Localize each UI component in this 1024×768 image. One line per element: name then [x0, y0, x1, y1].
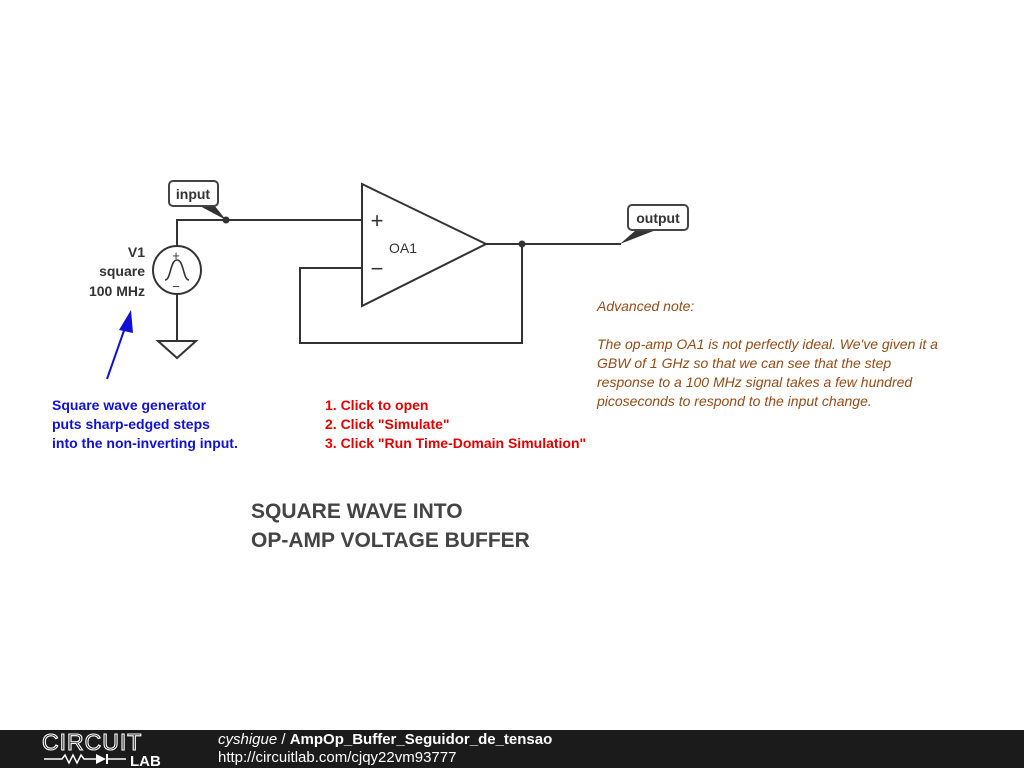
- advanced-note-line: response to a 100 MHz signal takes a few hundred: [597, 374, 913, 390]
- logo-text-lab: LAB: [130, 753, 161, 768]
- input-net-label: input: [175, 186, 211, 202]
- advanced-note: [597, 297, 1007, 411]
- author-link[interactable]: cyshigue: [218, 731, 278, 748]
- opamp-minus-sign: −: [370, 256, 384, 281]
- footer-project-line: [218, 731, 552, 749]
- instructions: [325, 396, 586, 453]
- footer-separator: /: [277, 731, 290, 748]
- source-minus-sign: −: [172, 279, 180, 294]
- instruction-step: 1. Click to open: [325, 397, 429, 413]
- advanced-note-line: picoseconds to respond to the input change.: [597, 393, 872, 409]
- logo-text-circuit: CIRCUIT: [42, 730, 143, 755]
- circuitlab-logo[interactable]: [38, 730, 178, 768]
- source-plus-sign: +: [172, 248, 180, 263]
- advanced-note-line: The op-amp OA1 is not perfectly ideal. We've given it a: [597, 336, 938, 352]
- advanced-note-line: GBW of 1 GHz so that we can see that the step: [597, 355, 892, 371]
- input-label-pointer: [198, 205, 226, 220]
- source-frequency: 100 MHz: [88, 283, 145, 299]
- opamp-triangle[interactable]: [362, 184, 486, 306]
- source-type: square: [99, 263, 145, 279]
- instruction-step: 2. Click "Simulate": [325, 416, 450, 432]
- instruction-step: 3. Click "Run Time-Domain Simulation": [325, 435, 587, 451]
- circuit-title-line2: OP-AMP VOLTAGE BUFFER: [251, 529, 530, 552]
- source-annotation-line: into the non-inverting input.: [52, 435, 238, 451]
- source-annotation-line: Square wave generator: [52, 397, 207, 413]
- opamp-name: OA1: [388, 240, 418, 256]
- advanced-note-title: Advanced note:: [597, 298, 695, 314]
- opamp-plus-sign: +: [370, 208, 384, 233]
- source-annotation-line: puts sharp-edged steps: [52, 416, 210, 432]
- output-net-label: output: [636, 210, 680, 226]
- output-junction-dot: [519, 241, 526, 248]
- logo-resistor-icon: [44, 755, 96, 763]
- project-name-link[interactable]: AmpOp_Buffer_Seguidor_de_tensao: [289, 731, 553, 748]
- footer-url[interactable]: http://circuitlab.com/cjqy22vm93777: [218, 749, 457, 766]
- annotation-arrow-head: [119, 310, 133, 333]
- source-name: V1: [127, 244, 145, 260]
- footer-bar: [0, 730, 1024, 768]
- circuit-title-line1: SQUARE WAVE INTO: [251, 500, 463, 523]
- source-annotation: [52, 396, 238, 453]
- output-label-pointer: [620, 230, 656, 244]
- ground-symbol: [158, 341, 196, 358]
- circuit-title: [251, 497, 530, 555]
- logo-diode-icon: [96, 754, 106, 764]
